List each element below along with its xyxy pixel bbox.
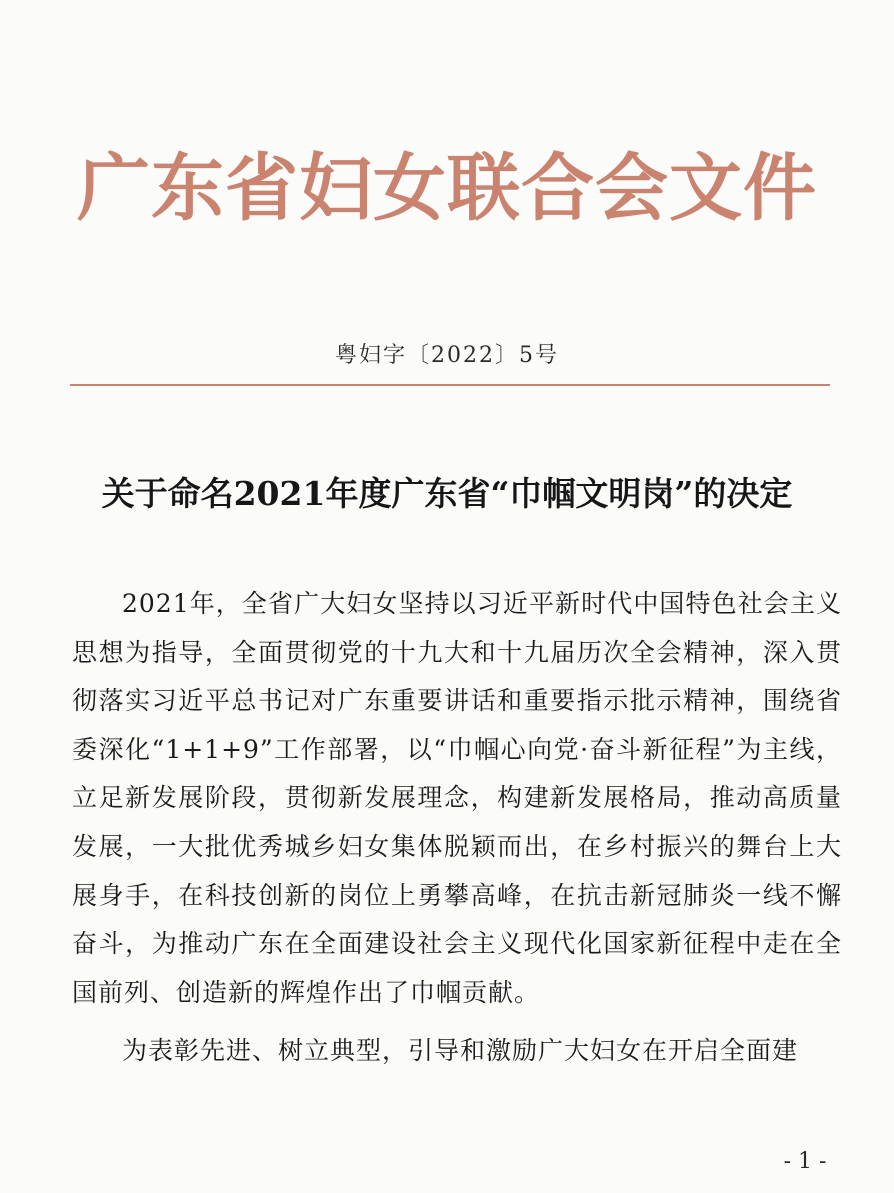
- body-paragraph-1: 2021年，全省广大妇女坚持以习近平新时代中国特色社会主义思想为指导，全面贯彻党的十九大和十九届历次全会精神，深入贯彻落实习近平总书记对广东重要讲话和重要指示批示精神，围绕省委深化“1+1+9”工作部署，以“巾帼心向党·奋斗新征程”为主线，立足新发展阶段，贯彻新发展理念，构建新发展格局，推动高质量发展，一大批优秀城乡妇女集体脱颖而出，在乡村振兴的舞台上大展身手，在科技创新的岗位上勇攀高峰，在抗击新冠肺炎一线不懈奋斗，为推动广东在全面建设社会主义现代化国家新征程中走在全国前列、创造新的辉煌作出了巾帼贡献。: [72, 589, 842, 1007]
- body-paragraph-2: 为表彰先进、树立典型，引导和激励广大妇女在开启全面建: [122, 1036, 799, 1066]
- issuer-header-title: 广东省妇女联合会文件: [77, 145, 817, 231]
- document-body: [72, 580, 842, 1076]
- decision-title: 关于命名2021年度广东省“巾帼文明岗”的决定: [101, 474, 793, 513]
- red-separator-rule: [70, 384, 830, 386]
- page-number: - 1 -: [783, 1149, 827, 1174]
- document-number: 粤妇字〔2022〕5号: [335, 343, 559, 368]
